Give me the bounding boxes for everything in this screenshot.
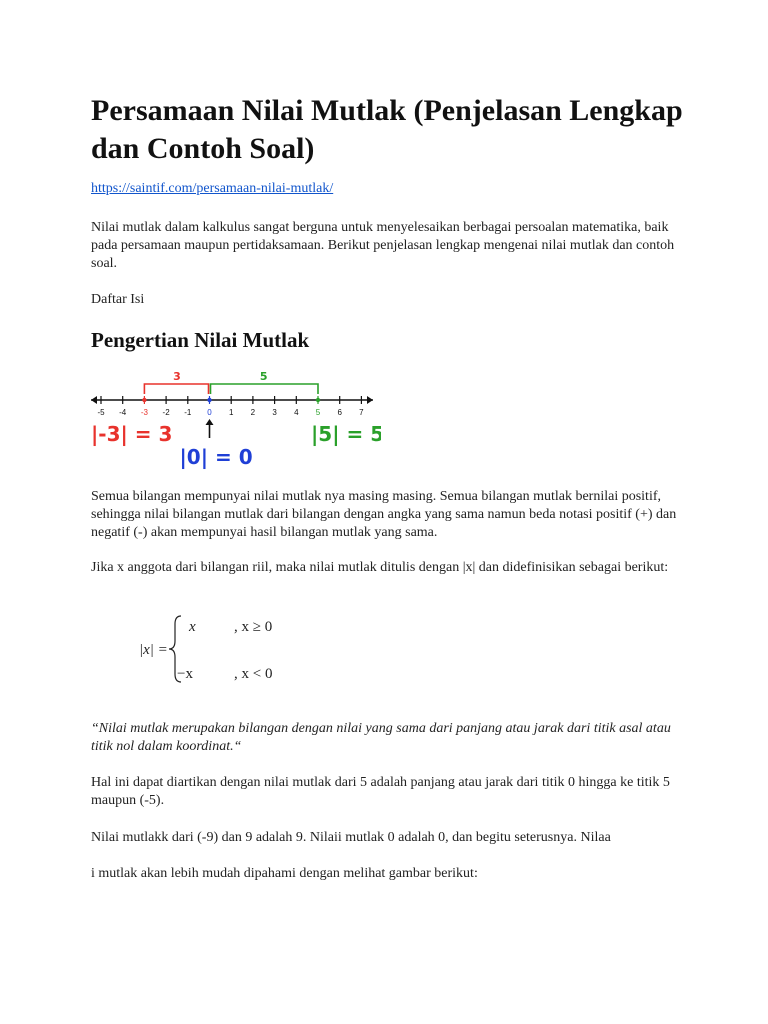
tick-label: -4 <box>119 408 127 417</box>
tick-label: -2 <box>162 408 170 417</box>
tick-label: 7 <box>359 408 364 417</box>
paragraph-definition-intro: Jika x anggota dari bilangan riil, maka nilai mutlak ditulis dengan |x| dan didefinisikan sebagai berikut: <box>91 560 669 575</box>
tick-label: -3 <box>140 408 148 417</box>
table-of-contents-label: Daftar Isi <box>91 292 145 307</box>
equation-abs-0: |0| = 0 <box>179 445 253 469</box>
paragraph-example: Nilai mutlakk dari (-9) dan 9 adalah 9. Nilaii mutlak 0 adalah 0, dan begitu seterusnya. Nilaa <box>91 830 611 845</box>
intro-paragraph: Nilai mutlak dalam kalkulus sangat berguna untuk menyelesaikan berbagai persoalan matematika, baik pada persamaan maupun pertidaksamaan. Berikut penjelasan lengkap mengenai nilai mutlak dan contoh soal. <box>91 220 675 271</box>
bracket-distance-3 <box>144 384 208 394</box>
equation-abs-neg3: |-3| = 3 <box>91 422 173 446</box>
section-heading: Pengertian Nilai Mutlak <box>91 328 310 352</box>
pointer-arrow-head <box>206 419 214 425</box>
formula-case2-cond: , x < 0 <box>234 666 273 682</box>
axis-arrow-right <box>367 396 373 404</box>
number-line-point <box>142 398 146 402</box>
tick-label: 3 <box>272 408 277 417</box>
number-line-figure <box>91 368 381 475</box>
tick-label: -5 <box>97 408 105 417</box>
distance-label-5: 5 <box>259 370 268 383</box>
quote-paragraph: “Nilai mutlak merupakan bilangan dengan nilai yang sama dari panjang atau jarak dari titik asal atau titik nol dalam koordinat.“ <box>91 721 671 754</box>
formula-case2-expr: −x <box>177 666 193 682</box>
paragraph-absolute-value-positive: Semua bilangan mempunyai nilai mutlak nya masing masing. Semua bilangan mutlak bernilai positif, sehingga nilai bilangan mutlak dari bilangan dengan angka yang sama namun beda notasi positif (+) dan negatif (-) akan mempunyai hasil bilangan mutlak yang sama. <box>91 489 677 540</box>
tick-label: 2 <box>250 408 256 417</box>
tick-label: -1 <box>184 408 192 417</box>
formula-lhs: |x| = <box>139 642 168 658</box>
page-title: Persamaan Nilai Mutlak (Penjelasan Lengkap dan Contoh Soal) <box>91 94 683 165</box>
paragraph-figure-intro: i mutlak akan lebih mudah dipahami dengan melihat gambar berikut: <box>91 866 478 881</box>
piecewise-formula <box>139 608 309 695</box>
number-line-image <box>91 368 381 470</box>
bracket-distance-5 <box>211 384 319 394</box>
distance-label-3: 3 <box>173 370 181 383</box>
tick-label: 4 <box>294 408 299 417</box>
axis-arrow-left <box>91 396 97 404</box>
tick-label: 0 <box>207 408 212 417</box>
equation-abs-5: |5| = 5 <box>311 422 381 446</box>
tick-label: 5 <box>315 408 321 417</box>
paragraph-explanation: Hal ini dapat diartikan dengan nilai mutlak dari 5 adalah panjang atau jarak dari titik 0 hingga ke titik 5 maupun (-5). <box>91 775 670 808</box>
piecewise-formula-svg <box>139 608 309 690</box>
source-link[interactable]: https://saintif.com/persamaan-nilai-mutlak/ <box>91 181 334 196</box>
number-line-point <box>207 398 211 402</box>
formula-case1-cond: , x ≥ 0 <box>234 619 273 635</box>
tick-label: 1 <box>228 408 234 417</box>
tick-label: 6 <box>337 408 342 417</box>
formula-case1-expr: x <box>189 619 196 635</box>
number-line-point <box>316 398 320 402</box>
